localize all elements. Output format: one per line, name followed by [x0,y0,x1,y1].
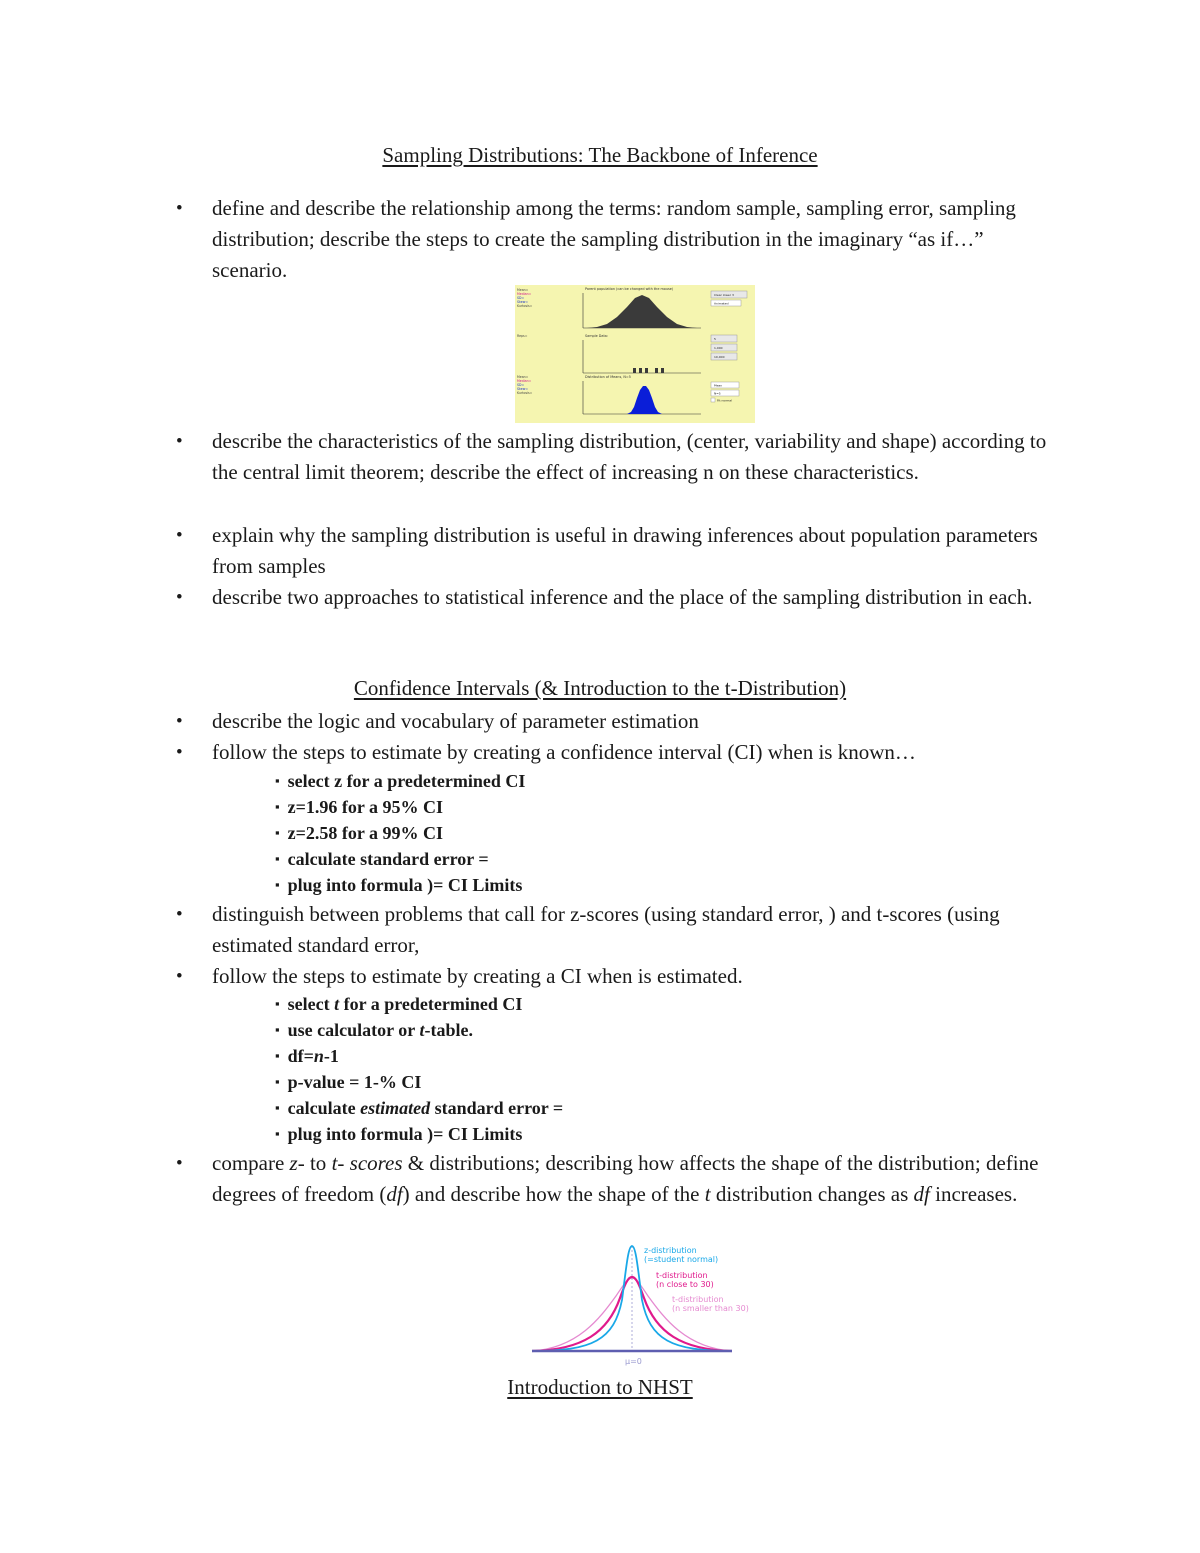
panel-title: Sample Data: [585,334,609,338]
sub-bullet: ▪ [275,825,280,840]
bullet-text-part: to [304,1151,332,1175]
bullet-text: follow the steps to estimate by creating a confidence interval (CI) when is known… [212,740,916,764]
sub-text: -table. [424,1020,473,1040]
list-item [176,426,1056,488]
bullet-dot: • [176,198,183,219]
bullet-text-part: ) and describe how the shape of the [402,1182,705,1206]
sub-text: calculate standard error = [287,849,489,869]
sub-text: for a predetermined CI [339,994,523,1014]
bullet-text [212,1148,1056,1210]
sub-bullet: ▪ [275,1100,280,1115]
bullet-text-emphasis: df [913,1182,930,1206]
sub-text-emphasis: t [419,1020,425,1040]
fit-normal-checkbox[interactable] [711,398,715,402]
list-item [176,520,1056,582]
sidebar-label: Mean= [517,375,529,379]
sub-bullet: ▪ [275,851,280,866]
sidebar-label: Median= [517,379,532,383]
sub-list-item [275,846,775,872]
sub-text: plug into formula )= CI Limits [287,1124,523,1144]
bullet-text-part: distribution changes as [710,1182,914,1206]
sidebar-label: SD= [517,296,525,300]
sub-text: plug into formula )= CI Limits [287,875,523,895]
bullet-text: distinguish between problems that call for z-scores (using standard error, ) and t-scores (using estimated standard error, [212,902,1000,957]
button-label: 1,000 [714,346,723,350]
bullet-dot: • [176,431,183,452]
section-heading-sampling: Sampling Distributions: The Backbone of Inference [382,143,818,167]
bullet-text: define and describe the relationship among the terms: random sample, sampling error, sampling distribution; describe the steps to create the sampling distribution in the imaginary “as if…” scenario. [212,196,1016,282]
t30-distribution-note: (n close to 30) [656,1280,714,1289]
sub-list-item [275,1043,775,1069]
sub-text: use calculator or [287,1020,420,1040]
bullet-text-emphasis: df [386,1182,403,1206]
button-label: 5 [714,337,716,341]
sub-bullet: ▪ [275,773,280,788]
sub-list-item [275,768,775,794]
bullet-text: follow the steps to estimate by creating a CI when is estimated. [212,964,743,988]
t30-distribution-label: t-distribution [656,1271,708,1280]
sub-bullet: ▪ [275,799,280,814]
sub-text: p-value = 1-% CI [287,1072,422,1092]
z-distribution-note: (=student normal) [644,1255,719,1264]
sample-mark [661,368,664,373]
bullet-text-part: & distributions; describing how affects the shape of the distribution; define degrees of freedom ( [212,1151,1039,1206]
sidebar-label: Skew= [517,387,528,391]
t-small-distribution-note: (n smaller than 30) [672,1304,749,1313]
t-small-distribution-label: t-distribution [672,1295,724,1304]
list-item [176,582,1056,613]
list-item [176,899,1056,961]
bullet-dot: • [176,1153,183,1174]
sub-bullet: ▪ [275,1074,280,1089]
button-label: Clear lower 3 [714,293,734,297]
bullet-text: describe the logic and vocabulary of parameter estimation [212,709,699,733]
bullet-text-emphasis: t- scores [331,1151,403,1175]
z-t-distribution-figure [528,1240,750,1368]
sub-text: select [287,994,335,1014]
list-item [176,961,1056,992]
sub-bullet: ▪ [275,877,280,892]
sub-bullet: ▪ [275,996,280,1011]
sidebar-label: Reps= [517,334,528,338]
bullet-text: describe two approaches to statistical inference and the place of the sampling distribution in each. [212,585,1033,609]
bullet-dot: • [176,525,183,546]
sub-list-item [275,1121,775,1147]
sample-mark [655,368,658,373]
sub-list-item [275,1095,775,1121]
button-label: 10,000 [714,355,725,359]
z-distribution-label: z-distribution [644,1246,697,1255]
sub-text: z=1.96 for a 95% CI [287,797,444,817]
sampling-simulation-figure [515,285,755,423]
bullet-dot: • [176,742,183,763]
bullet-text: describe the characteristics of the sampling distribution, (center, variability and shape) according to the central limit theorem; describe the effect of increasing n on these characteristics. [212,429,1047,484]
sub-text: standard error = [430,1098,564,1118]
sidebar-label: Skew= [517,300,528,304]
sub-text: select z for a predetermined CI [287,771,526,791]
button-label: N=5 [714,391,721,396]
button-label: Animated [714,301,729,306]
sub-text-emphasis: t [334,994,340,1014]
sidebar-label: Mean= [517,288,529,292]
sub-text: calculate [287,1098,361,1118]
list-item [176,193,1056,286]
sub-text: -1 [323,1046,339,1066]
section-heading-confidence-intervals: Confidence Intervals (& Introduction to the t-Distribution) [353,676,847,700]
sub-text: df= [287,1046,314,1066]
bullet-dot: • [176,966,183,987]
bullet-dot: • [176,904,183,925]
mean-label: μ=0 [625,1357,642,1366]
sample-mark [633,368,636,373]
bullet-text-emphasis: z- [289,1151,305,1175]
sub-text-emphasis: estimated [360,1098,431,1118]
section-heading-nhst: Introduction to NHST [507,1375,693,1399]
list-item [176,706,1056,737]
sub-list-item [275,991,775,1017]
list-item [176,737,1056,768]
list-item [176,1148,1056,1210]
sub-text-emphasis: n [313,1046,324,1066]
bullet-dot: • [176,587,183,608]
button-label: Mean [714,383,723,388]
sub-list-item [275,1017,775,1043]
sub-bullet: ▪ [275,1022,280,1037]
bullet-text-emphasis: t [704,1182,711,1206]
sidebar-label: Kurtosis= [517,304,533,308]
sub-list-item [275,820,775,846]
sidebar-label: Median= [517,292,532,296]
button-label: Fit normal [717,398,732,403]
sub-text: z=2.58 for a 99% CI [287,823,444,843]
sub-list-item [275,794,775,820]
sub-list-item [275,872,775,898]
bullet-text-part: compare [212,1151,290,1175]
bullet-text-part: increases. [929,1182,1018,1206]
panel-title: Parent population (can be changed with the mouse) [585,287,674,291]
sub-list-item [275,1069,775,1095]
sidebar-label: Kurtosis= [517,391,533,395]
bullet-dot: • [176,711,183,732]
bullet-text: explain why the sampling distribution is useful in drawing inferences about population parameters from samples [212,523,1038,578]
sidebar-label: SD= [517,383,525,387]
sample-mark [645,368,648,373]
sample-mark [639,368,642,373]
panel-title: Distribution of Means, N=5 [585,375,631,379]
sub-bullet: ▪ [275,1126,280,1141]
sub-bullet: ▪ [275,1048,280,1063]
